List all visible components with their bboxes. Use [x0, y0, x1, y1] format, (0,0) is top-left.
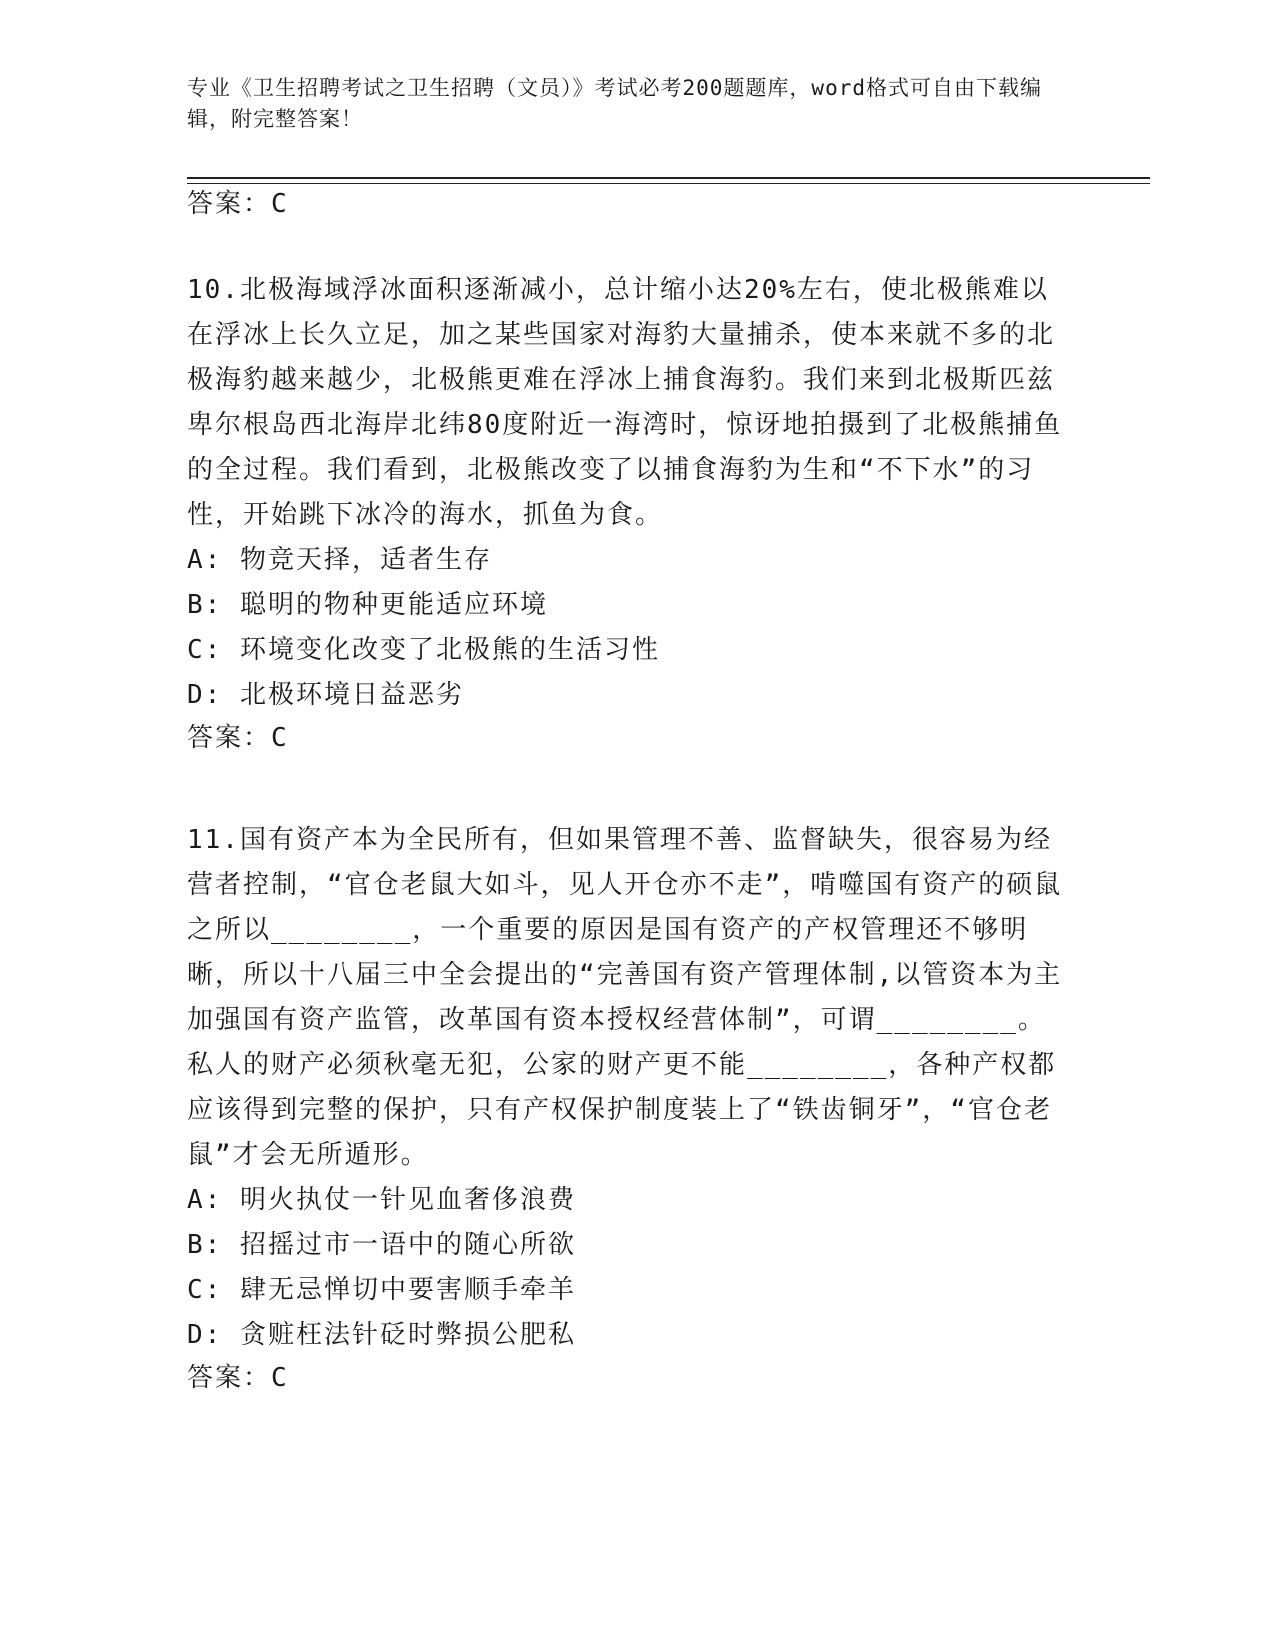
option-d: D: 北极环境日益恶劣: [187, 680, 464, 710]
option-a: A: 物竞天择，适者生存: [187, 545, 492, 575]
answer-label: 答案：: [187, 723, 272, 753]
document-header: 专业《卫生招聘考试之卫生招聘（文员）》考试必考200题题库，word格式可自由下载编辑，附完整答案！: [187, 76, 1042, 131]
answer-value: C: [271, 189, 289, 219]
question-answer: [187, 718, 1067, 758]
question-stem: 11.国有资产本为全民所有，但如果管理不善、监督缺失，很容易为经营者控制，“官仓老鼠大如斗，见人开仓亦不走”，啃噬国有资产的硕鼠之所以________，一个重要的原因是国有资产的产权管理还不够明晰，所以十八届三中全会提出的“完善国有资产管理体制,以管资本为主加强国有资产监管，改革国有资本授权经营体制”，可谓________。私人的财产必须秋毫无犯，公家的财产更不能________，各种产权都应该得到完整的保护，只有产权保护制度装上了“铁齿铜牙”，“官仓老鼠”才会无所遁形。: [187, 825, 1063, 1170]
header-rule-thick: [187, 177, 1150, 179]
question-11: [187, 818, 1067, 1398]
option-a: A: 明火执仗一针见血奢侈浪费: [187, 1185, 576, 1215]
question-stem: 10.北极海域浮冰面积逐渐减小，总计缩小达20%左右，使北极熊难以在浮冰上长久立足，加之某些国家对海豹大量捕杀，使本来就不多的北极海豹越来越少，北极熊更难在浮冰上捕食海豹。我们来到北极斯匹兹卑尔根岛西北海岸北纬80度附近一海湾时，惊讶地拍摄到了北极熊捕鱼的全过程。我们看到，北极熊改变了以捕食海豹为生和“不下水”的习性，开始跳下冰冷的海水，抓鱼为食。: [187, 275, 1063, 530]
option-b: B: 招摇过市一语中的随心所欲: [187, 1230, 576, 1260]
question-10: [187, 268, 1067, 758]
option-c: C: 环境变化改变了北极熊的生活习性: [187, 635, 660, 665]
question-answer: [187, 1358, 1067, 1398]
prev-answer: [187, 184, 1067, 224]
answer-value: C: [271, 1363, 289, 1393]
option-b: B: 聪明的物种更能适应环境: [187, 590, 548, 620]
answer-label: 答案：: [187, 189, 272, 219]
option-c: C: 肆无忌惮切中要害顺手牵羊: [187, 1275, 576, 1305]
answer-value: C: [271, 723, 289, 753]
answer-label: 答案：: [187, 1363, 272, 1393]
option-d: D: 贪赃枉法针砭时弊损公肥私: [187, 1320, 576, 1350]
